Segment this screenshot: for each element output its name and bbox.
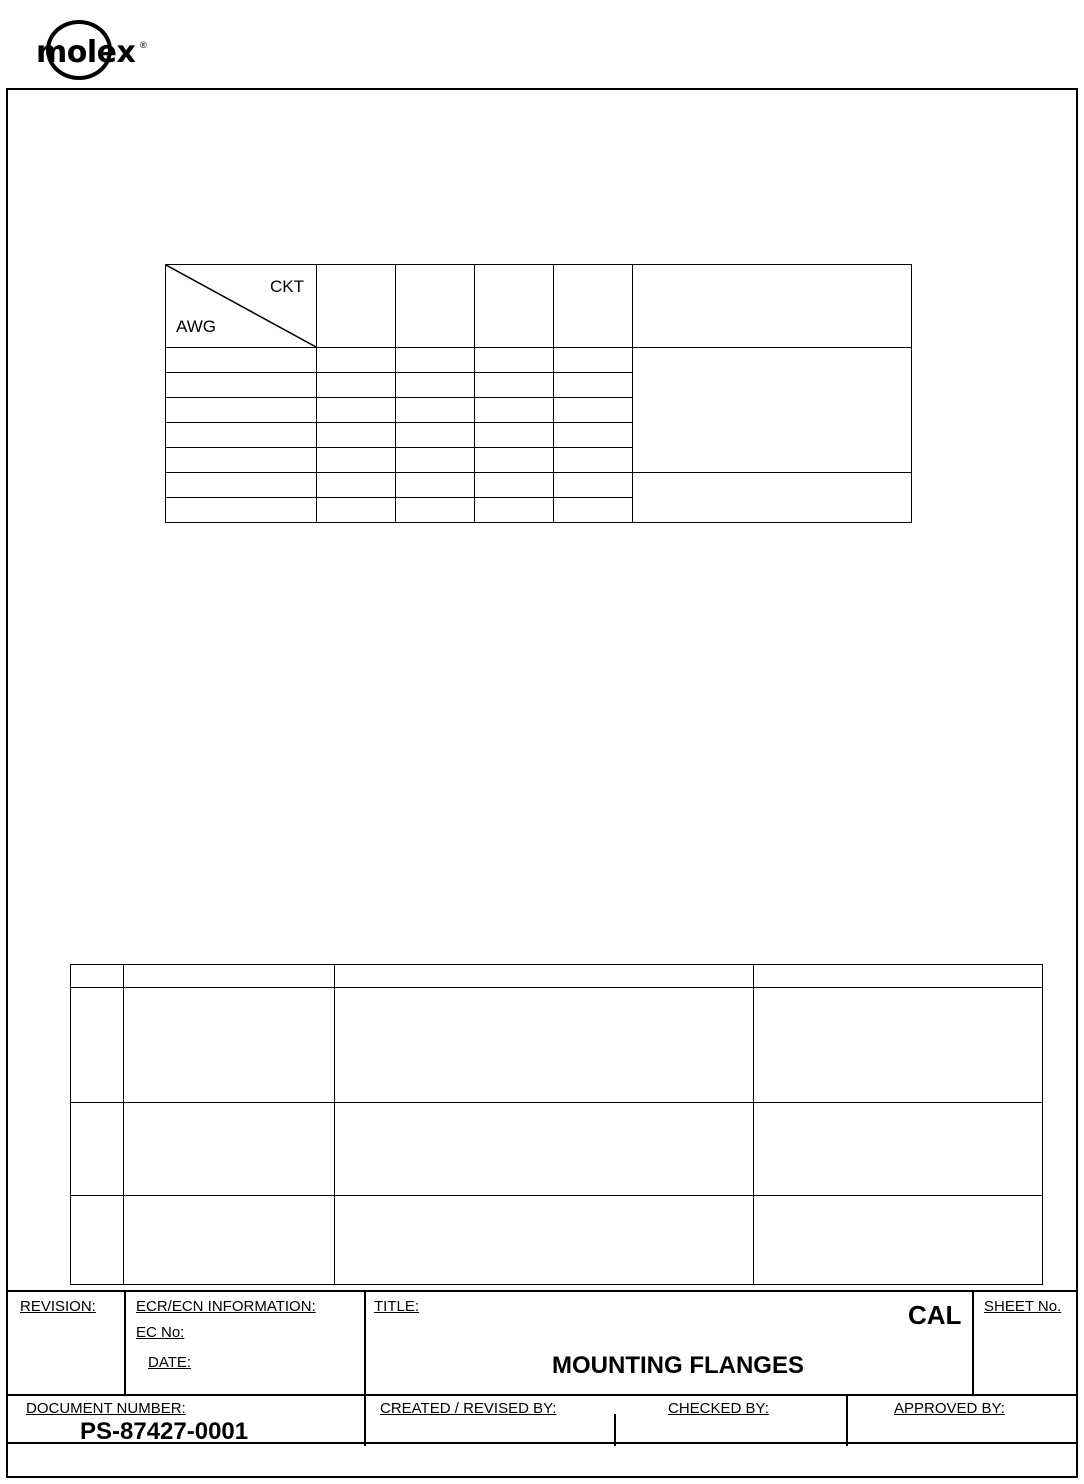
registered-trademark-icon: ® (140, 40, 147, 50)
matrix-cell (396, 373, 475, 398)
sheet-no-label: SHEET No. (984, 1298, 1062, 1315)
molex-logo (18, 14, 168, 78)
matrix-cell (554, 498, 633, 523)
matrix-cell (166, 373, 317, 398)
title-block-divider (364, 1396, 366, 1446)
matrix-cell-merged (633, 473, 912, 523)
revision-header-cell (754, 965, 1043, 988)
date-label: DATE: (148, 1354, 192, 1371)
approved-by-label: APPROVED BY: (894, 1400, 1005, 1417)
revision-header-row (71, 965, 1043, 988)
matrix-cell (166, 423, 317, 448)
title-block-divider (614, 1414, 616, 1446)
revision-cell (71, 988, 124, 1103)
revision-cell (335, 1103, 754, 1196)
title-block-divider (124, 1292, 126, 1394)
title-block-divider (972, 1292, 974, 1394)
revision-cell (335, 988, 754, 1103)
matrix-cell (317, 498, 396, 523)
matrix-header-cell (317, 265, 396, 348)
matrix-cell (166, 398, 317, 423)
matrix-cell (317, 398, 396, 423)
matrix-cell (475, 398, 554, 423)
revision-header-cell (124, 965, 335, 988)
matrix-cell (475, 473, 554, 498)
matrix-ckt-label: CKT (270, 277, 304, 296)
document-number-label: DOCUMENT NUMBER: (26, 1400, 186, 1417)
matrix-cell (554, 348, 633, 373)
revision-header-cell (71, 965, 124, 988)
matrix-cell (396, 423, 475, 448)
matrix-awg-label: AWG (176, 317, 216, 336)
matrix-cell (475, 373, 554, 398)
title-block-upper (6, 1292, 1078, 1394)
matrix-cell (554, 448, 633, 473)
revision-row (71, 1103, 1043, 1196)
matrix-cell (317, 373, 396, 398)
matrix-cell (475, 423, 554, 448)
matrix-cell (475, 498, 554, 523)
awg-ckt-matrix-table (165, 264, 912, 523)
matrix-cell (475, 348, 554, 373)
title-value: MOUNTING FLANGES (552, 1352, 804, 1379)
title-label: TITLE: (374, 1298, 420, 1315)
revision-cell (754, 1196, 1043, 1285)
created-revised-by-label: CREATED / REVISED BY: (380, 1400, 557, 1417)
matrix-cell (554, 473, 633, 498)
matrix-cell (554, 398, 633, 423)
matrix-cell (317, 423, 396, 448)
sheet-footer-strip (6, 1444, 1078, 1478)
checked-by-label: CHECKED BY: (668, 1400, 769, 1417)
revision-cell (71, 1196, 124, 1285)
matrix-cell (166, 498, 317, 523)
matrix-header-cell (475, 265, 554, 348)
matrix-cell (396, 473, 475, 498)
revision-cell (124, 1196, 335, 1285)
ec-no-label: EC No: (136, 1324, 185, 1341)
matrix-cell-merged (633, 348, 912, 473)
revision-header-cell (335, 965, 754, 988)
revision-cell (335, 1196, 754, 1285)
matrix-cell (166, 448, 317, 473)
revision-cell (124, 988, 335, 1103)
matrix-cell (166, 473, 317, 498)
revision-cell (754, 1103, 1043, 1196)
matrix-cell (317, 448, 396, 473)
logo-wordmark: molex (36, 35, 136, 70)
matrix-header-cell (396, 265, 475, 348)
revision-cell (71, 1103, 124, 1196)
ecr-ecn-information-label: ECR/ECN INFORMATION: (136, 1298, 316, 1315)
matrix-cell (554, 373, 633, 398)
matrix-cell (396, 498, 475, 523)
title-block-lower (6, 1394, 1078, 1446)
matrix-cell (475, 448, 554, 473)
title-block (6, 1290, 1078, 1444)
title-block-divider (364, 1292, 366, 1394)
matrix-row (166, 348, 912, 373)
matrix-cell (166, 348, 317, 373)
matrix-cell (396, 348, 475, 373)
matrix-cell (396, 448, 475, 473)
matrix-header-cell (554, 265, 633, 348)
revision-label: REVISION: (20, 1298, 96, 1315)
matrix-cell (317, 473, 396, 498)
revision-cell (754, 988, 1043, 1103)
revision-cell (124, 1103, 335, 1196)
matrix-header-cell (633, 265, 912, 348)
document-number-value: PS-87427-0001 (80, 1418, 249, 1445)
cal-label: CAL (908, 1300, 962, 1330)
revision-row (71, 988, 1043, 1103)
revision-history-table (70, 964, 1043, 1285)
matrix-cell (554, 423, 633, 448)
title-block-divider (846, 1396, 848, 1446)
matrix-cell (396, 398, 475, 423)
matrix-row (166, 473, 912, 498)
matrix-header-diagonal-cell (166, 265, 317, 348)
matrix-cell (317, 348, 396, 373)
matrix-header-row (166, 265, 912, 348)
revision-row (71, 1196, 1043, 1285)
